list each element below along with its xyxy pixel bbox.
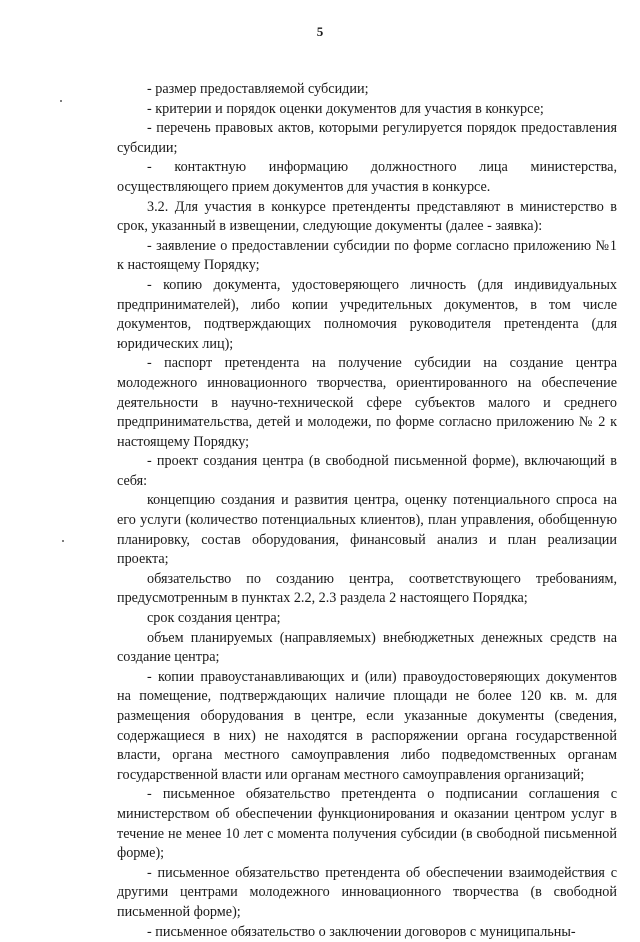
paragraph-extrabudgetary-funds: объем планируемых (направляемых) внебюджетных денежных средств на создание центра; [117,629,617,666]
paragraph-center-project: - проект создания центра (в свободной письменной форме), включающий в себя: [117,453,617,489]
paragraph-identity-document: - копию документа, удостоверяющего личность (для индивидуальных предпринимателей), либо копии учредительных документов, в том числе документов, подтверждающих полномочия руководителя претендента (для юридических лиц); [117,276,617,352]
paragraph-interaction-obligation: - письменное обязательство претендента об обеспечении взаимодействия с другими центрами молодежного инновационного творчества (в свободной письменной форме); [117,864,617,920]
paragraph-section-3-2: 3.2. Для участия в конкурсе претенденты представляют в министерство в срок, указанный в извещении, следующие документы (далее - заявка): [117,198,617,235]
paragraph-contact-info: - контактную информацию должностного лица министерства, осуществляющего прием документов для участия в конкурсе. [117,159,617,195]
page-number: 5 [316,24,324,39]
paragraph-agreement-obligation: - письменное обязательство претендента о подписании соглашения с министерством об обеспечении функционирования и оказании центром услуг в течение не менее 10 лет с момента получения субсидии (в свободной письменной форме); [117,786,617,862]
paragraph-applicant-passport: - паспорт претендента на получение субсидии на создание центра молодежного инновационного творчества, ориентированного на обеспечение деятельности в научно-технической сфере субъектов малого и среднего предпринимательства, детей и молодежи, по форме согласно приложению № 2 к настоящему Порядку; [117,355,617,450]
scan-speck [60,100,62,102]
paragraph-application-form: - заявление о предоставлении субсидии по форме согласно приложению №1 к настоящему Порядку; [117,237,617,274]
scan-speck [62,540,64,542]
paragraph-concept: концепцию создания и развития центра, оценку потенциального спроса на его услуги (количество потенциальных клиентов), план управления, обобщенную планировку, состав оборудования, финансовый анализ и план реализации проекта; [117,492,617,568]
paragraph-legal-acts: - перечень правовых актов, которыми регулируется порядок предоставления субсидии; [117,120,617,156]
paragraph-creation-term: срок создания центра; [147,610,281,627]
paragraph-contracts-obligation: - письменное обязательство о заключении договоров с муниципальны- [147,923,576,940]
paragraph-subsidy-amount: - размер предоставляемой субсидии; [147,81,369,97]
paragraph-evaluation-criteria: - критерии и порядок оценки документов для участия в конкурсе; [147,100,544,117]
paragraph-obligation-create: обязательство по созданию центра, соответствующего требованиям, предусмотренным в пунктах 2.2, 2.3 раздела 2 настоящего Порядка; [117,570,617,607]
document-body [117,80,617,942]
paragraph-premises-documents: - копии правоустанавливающих и (или) правоудостоверяющих документов на помещение, подтверждающих наличие площади не более 120 кв. м. для размещения оборудования в центре, если указанные документы (сведения, содержащиеся в них) не находятся в распоряжении органа государственной власти, органа местного самоуправления либо подведомственных органам государственной власти или органам местного самоуправления организаций; [117,668,617,783]
